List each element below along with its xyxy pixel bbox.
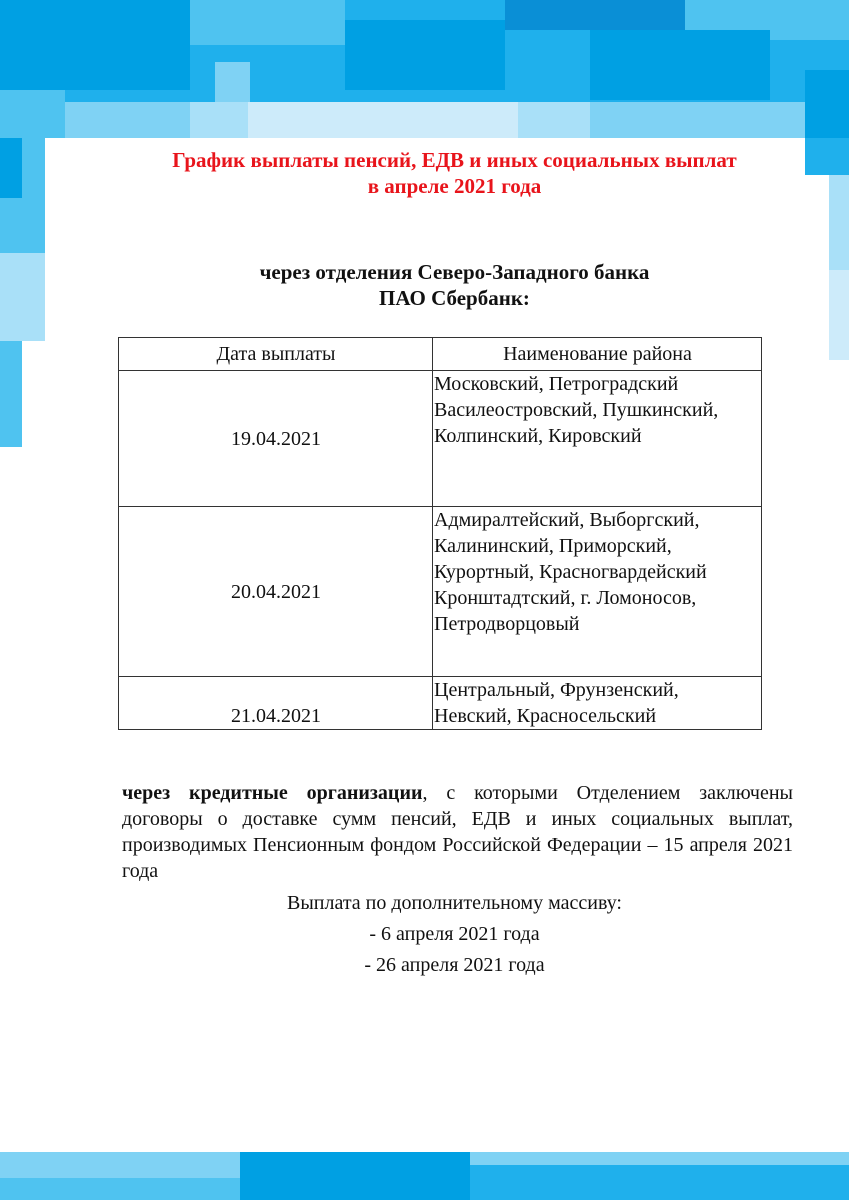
column-header-date: Дата выплаты [119, 338, 433, 371]
district-line: Колпинский, Кировский [434, 425, 642, 447]
credit-lead-bold: через кредитные организации [122, 782, 423, 804]
district-line: Адмиралтейский, Выборгский, [434, 509, 700, 531]
decor-tile [345, 20, 505, 90]
district-line: Петродворцовый [434, 613, 580, 635]
payment-schedule-table [118, 337, 762, 730]
decor-tile [190, 0, 345, 45]
table-row [119, 677, 762, 730]
additional-payments-heading: Выплата по дополнительному массиву: [287, 892, 622, 914]
payment-date-cell: 19.04.2021 [119, 371, 433, 507]
district-line: Василеостровский, Пушкинский, [434, 399, 719, 421]
decor-tile [240, 1152, 470, 1200]
district-line: Московский, Петроградский [434, 373, 679, 395]
table-header-row [119, 338, 762, 371]
district-cell [433, 507, 762, 677]
title-line: в апреле 2021 года [367, 174, 542, 198]
additional-payment-date: - 6 апреля 2021 года [369, 923, 540, 945]
decor-tile [0, 341, 22, 447]
district-cell [433, 677, 762, 730]
page-title [30, 147, 849, 199]
decor-tile [505, 0, 685, 30]
table-row [119, 371, 762, 507]
district-line: Курортный, Красногвардейский [434, 561, 707, 583]
heading-line: через отделения Северо-Западного банка [259, 260, 650, 284]
decor-tile [0, 138, 22, 198]
bank-section-heading [30, 259, 849, 311]
decor-tile [470, 1165, 849, 1200]
title-line: График выплаты пенсий, ЕДВ и иных социальных выплат [172, 148, 737, 172]
decor-tile [590, 30, 770, 100]
district-line: Кронштадтский, г. Ломоносов, [434, 587, 697, 609]
heading-line: ПАО Сбербанк: [379, 286, 530, 310]
decor-tile [0, 1178, 240, 1200]
decor-tile [805, 70, 849, 138]
decor-tile [0, 0, 190, 90]
district-line: Невский, Красносельский [434, 705, 657, 727]
credit-organizations-paragraph [122, 780, 793, 884]
payment-date-cell: 21.04.2021 [119, 677, 433, 730]
credit-text: , с которыми Отделением заключены договоры о доставке сумм пенсий, ЕДВ и иных социальных выплат, производимых Пенсионным фондом Российской Федерации – 15 апреля 2021 года [122, 782, 793, 882]
decor-tile [190, 102, 248, 138]
column-header-district: Наименование района [433, 338, 762, 371]
decor-tile [248, 102, 518, 138]
table-row [119, 507, 762, 677]
district-cell [433, 371, 762, 507]
district-line: Центральный, Фрунзенский, [434, 679, 679, 701]
decor-tile [215, 62, 250, 102]
decor-tile [0, 90, 65, 138]
payment-date-cell: 20.04.2021 [119, 507, 433, 677]
additional-payment-date: - 26 апреля 2021 года [364, 954, 545, 976]
district-line: Калининский, Приморский, [434, 535, 672, 557]
decor-tile [590, 102, 805, 138]
decor-tile [518, 102, 590, 138]
additional-payments-section [30, 888, 849, 981]
